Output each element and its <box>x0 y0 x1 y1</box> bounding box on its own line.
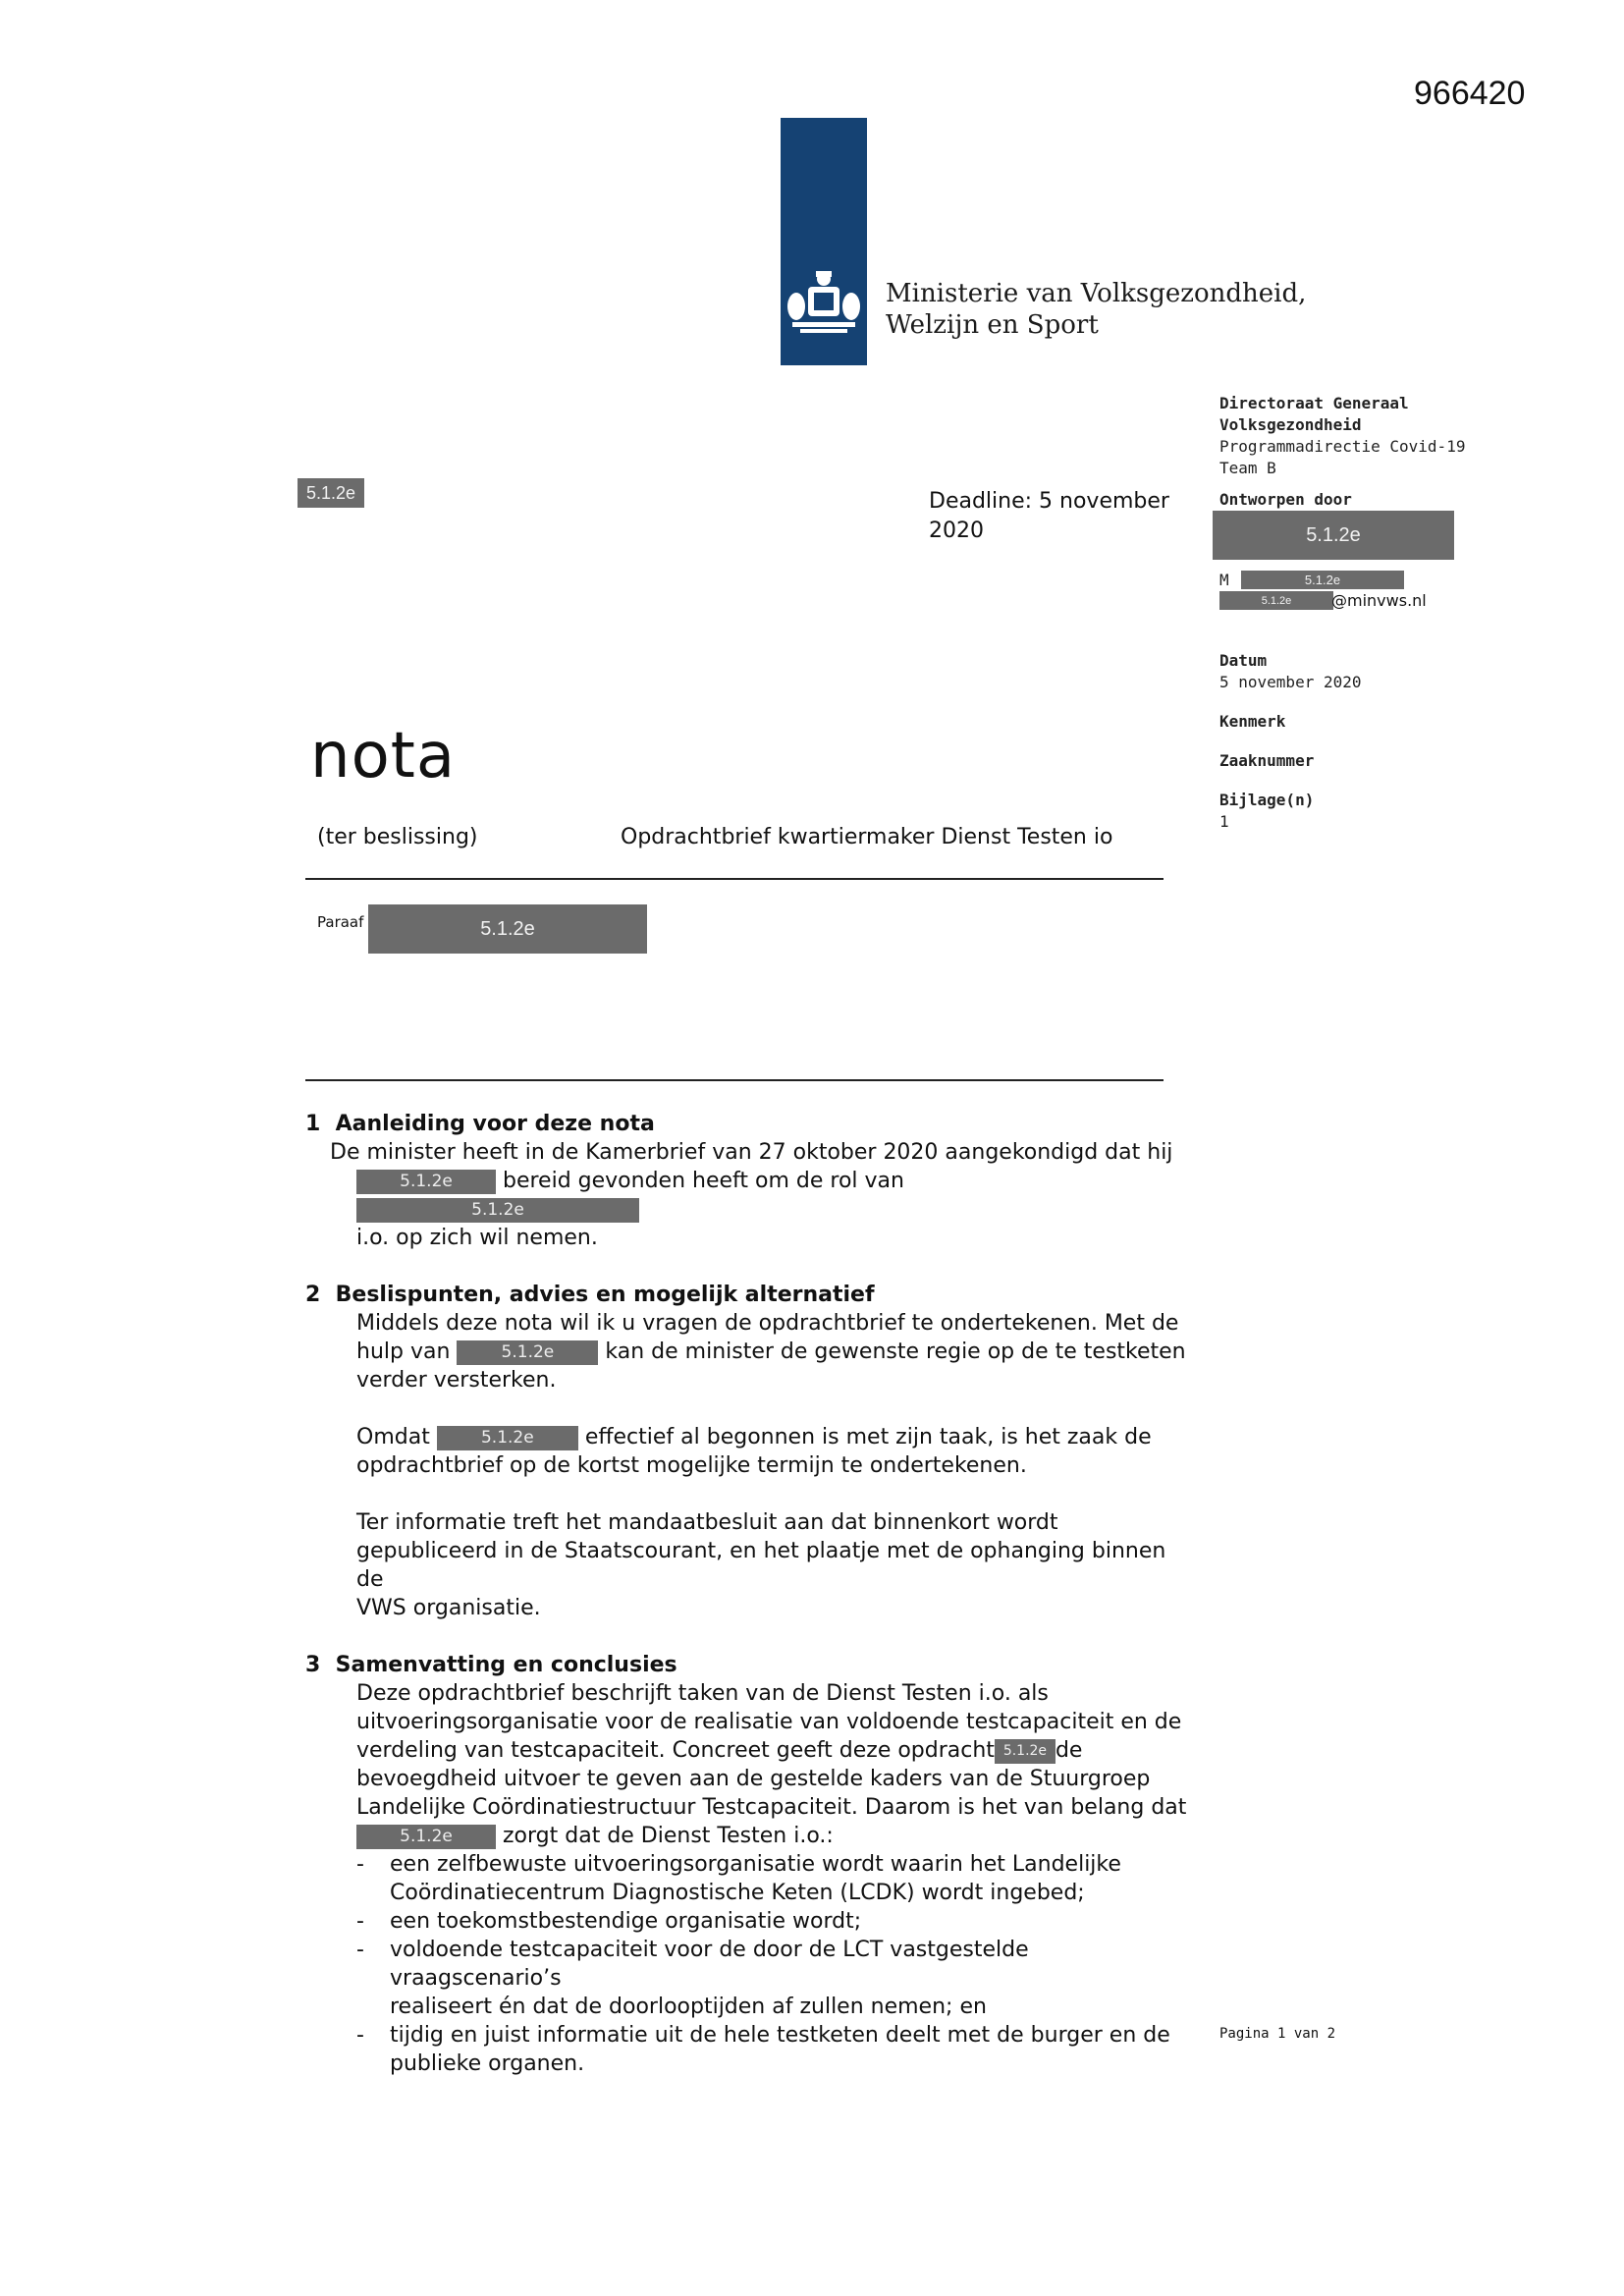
section-2-p3-line2: gepubliceerd in de Staatscourant, en het plaatje met de ophanging binnen de <box>356 1539 1166 1592</box>
conclusion-list <box>305 1850 1189 2078</box>
section-2-p1-line2 <box>305 1338 1189 1366</box>
list-item <box>305 1936 1189 2021</box>
designed-by-label: Ontworpen door <box>1219 490 1352 509</box>
redacted-inline: 5.1.2e <box>356 1198 639 1223</box>
section-2-p2-line2: opdrachtbrief op de kortst mogelijke termijn te ondertekenen. <box>356 1453 1027 1478</box>
document-type-title: nota <box>310 720 457 793</box>
section-3-line6 <box>305 1822 1189 1850</box>
ministry-name-line1: Ministerie van Volksgezondheid, <box>886 279 1307 308</box>
section-2-heading <box>305 1281 1189 1309</box>
dept-line1: Directoraat Generaal <box>1219 394 1409 412</box>
datum-label: Datum <box>1219 651 1268 670</box>
section-2-p1-line3: verder versterken. <box>356 1368 557 1393</box>
section-1-number: 1 <box>305 1112 321 1136</box>
section-3-line3a: verdeling van testcapaciteit. Concreet geeft deze opdracht <box>356 1738 995 1763</box>
bullet-dash: - <box>356 2023 364 2048</box>
dept-line2: Volksgezondheid <box>1219 415 1362 434</box>
designed-by-label-wrap <box>1219 489 1352 511</box>
redacted-author: 5.1.2e <box>1213 511 1454 560</box>
deadline-line1: Deadline: 5 november <box>929 489 1169 514</box>
redacted-inline: 5.1.2e <box>457 1340 598 1365</box>
list-item-line: voldoende testcapaciteit voor de door de LCT vastgestelde vraagscenario’s <box>390 1938 1029 1991</box>
datum-value: 5 november 2020 <box>1219 673 1362 691</box>
section-1-line3: i.o. op zich wil nemen. <box>356 1226 598 1250</box>
redacted-inline: 5.1.2e <box>437 1426 578 1450</box>
redacted-inline: 5.1.2e <box>356 1170 496 1194</box>
section-2-title: Beslispunten, advies en mogelijk alternatief <box>335 1283 875 1307</box>
redacted-inline: 5.1.2e <box>356 1825 496 1849</box>
ministry-name <box>886 278 1306 341</box>
redacted-paraaf: 5.1.2e <box>368 904 647 954</box>
document-type-sub: (ter beslissing) <box>317 825 478 849</box>
section-3-heading <box>305 1651 1189 1679</box>
divider-top <box>305 878 1164 880</box>
bullet-dash: - <box>356 1938 364 1962</box>
list-item-line: realiseert én dat de doorlooptijden af zullen nemen; en <box>390 1995 987 2019</box>
list-item-line: publieke organen. <box>390 2051 585 2076</box>
kenmerk-label: Kenmerk <box>1219 712 1286 731</box>
section-2-p2-line1 <box>305 1423 1189 1451</box>
list-item-line: tijdig en juist informatie uit de hele testketen deelt met de burger en de <box>390 2023 1170 2048</box>
list-item <box>305 1850 1189 1907</box>
divider-bottom <box>305 1079 1164 1081</box>
bijlagen-label: Bijlage(n) <box>1219 791 1315 809</box>
list-item <box>305 1907 1189 1936</box>
redacted-field: 5.1.2e <box>298 478 364 508</box>
list-item <box>305 2021 1189 2078</box>
ministry-logo <box>781 118 867 365</box>
section-2-number: 2 <box>305 1283 321 1307</box>
redacted-email: 5.1.2e <box>1219 591 1333 610</box>
deadline-line2: 2020 <box>929 519 984 543</box>
paraaf-label: Paraaf <box>317 913 364 931</box>
department-block <box>1219 393 1465 479</box>
zaaknummer-label: Zaaknummer <box>1219 751 1315 770</box>
document-number: 966420 <box>1414 75 1526 112</box>
section-2-p3-line1: Ter informatie treft het mandaatbesluit aan dat binnenkort wordt <box>356 1510 1058 1535</box>
section-1-line2-text: bereid gevonden heeft om de rol van <box>503 1169 904 1193</box>
bijlagen-block <box>1219 790 1314 833</box>
section-3-line3 <box>305 1736 1189 1765</box>
redacted-inline: 5.1.2e <box>995 1739 1056 1764</box>
section-3-title: Samenvatting en conclusies <box>335 1653 677 1677</box>
section-3-line1: Deze opdrachtbrief beschrijft taken van de Dienst Testen i.o. als <box>356 1681 1049 1706</box>
list-item-line: een toekomstbestendige organisatie wordt; <box>390 1909 862 1934</box>
bullet-dash: - <box>356 1852 364 1877</box>
section-3-number: 3 <box>305 1653 321 1677</box>
datum-block <box>1219 650 1362 693</box>
document-body <box>305 1110 1189 2078</box>
section-1-heading <box>305 1110 1189 1138</box>
redacted-phone: 5.1.2e <box>1241 571 1404 589</box>
section-2-p1-line2a: hulp van <box>356 1339 451 1364</box>
coat-of-arms-icon <box>781 118 867 365</box>
page-number: Pagina 1 van 2 <box>1219 2026 1336 2042</box>
bullet-dash: - <box>356 1909 364 1934</box>
section-1-title: Aanleiding voor deze nota <box>335 1112 655 1136</box>
section-2-p1-line2b: kan de minister de gewenste regie op de te testketen <box>605 1339 1186 1364</box>
section-3-line4: bevoegdheid uitvoer te geven aan de gestelde kaders van de Stuurgroep <box>356 1767 1151 1791</box>
section-1-line1: De minister heeft in de Kamerbrief van 27 oktober 2020 aangekondigd dat hij <box>330 1140 1173 1165</box>
document-subject: Opdrachtbrief kwartiermaker Dienst Testen io <box>621 825 1113 849</box>
bijlagen-value: 1 <box>1219 812 1229 831</box>
deadline <box>929 487 1169 546</box>
section-1-line2 <box>305 1167 1189 1224</box>
section-2-p3-line3: VWS organisatie. <box>356 1596 541 1620</box>
dept-line3: Programmadirectie Covid-19 <box>1219 437 1466 456</box>
section-2-p2-line1a: Omdat <box>356 1425 430 1449</box>
section-2-p1-line1: Middels deze nota wil ik u vragen de opdrachtbrief te ondertekenen. Met de <box>356 1311 1179 1336</box>
section-3-line3b: de <box>1055 1738 1083 1763</box>
list-item-line: Coördinatiecentrum Diagnostische Keten (LCDK) wordt ingebed; <box>390 1881 1085 1905</box>
list-item-line: een zelfbewuste uitvoeringsorganisatie wordt waarin het Landelijke <box>390 1852 1121 1877</box>
section-3-line5: Landelijke Coördinatiestructuur Testcapaciteit. Daarom is het van belang dat <box>356 1795 1187 1820</box>
section-3-line6b: zorgt dat de Dienst Testen i.o.: <box>503 1824 834 1848</box>
section-2-p2-line1b: effectief al begonnen is met zijn taak, is het zaak de <box>584 1425 1152 1449</box>
dept-line4: Team B <box>1219 459 1276 477</box>
m-label: M <box>1219 571 1229 589</box>
section-3-line2: uitvoeringsorganisatie voor de realisatie van voldoende testcapaciteit en de <box>356 1710 1182 1734</box>
ministry-name-line2: Welzijn en Sport <box>886 310 1099 340</box>
email-suffix: @minvws.nl <box>1331 591 1427 610</box>
